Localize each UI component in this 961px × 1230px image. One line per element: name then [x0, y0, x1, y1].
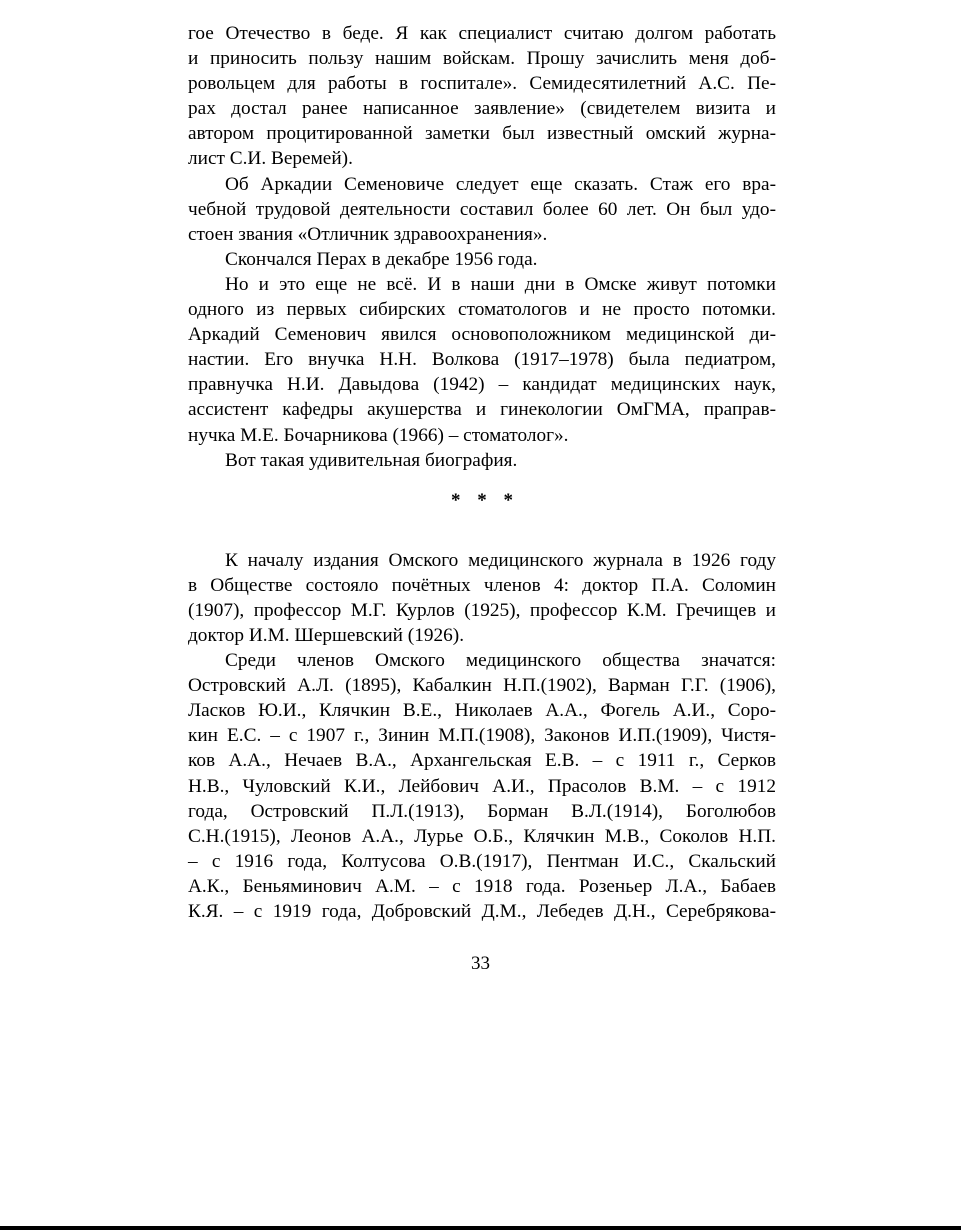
text-line: настии. Его внучка Н.Н. Волкова (1917–1978) была педиатром,: [188, 349, 776, 371]
paragraph: [188, 648, 776, 924]
text-line: С.Н.(1915), Леонов А.А., Лурье О.Б., Клячкин М.В., Соколов Н.П.: [188, 825, 776, 847]
text-line: Скончался Перах в декабре 1956 года.: [225, 248, 538, 270]
text-line: К.Я. – с 1919 года, Добровский Д.М., Лебедев Д.Н., Серебрякова-: [188, 901, 776, 922]
paragraph: [188, 172, 776, 247]
paragraph: [188, 247, 776, 272]
section-society-members: [188, 548, 776, 924]
text-line: года, Островский П.Л.(1913), Борман В.Л.(1914), Боголюбов: [188, 800, 776, 822]
text-line: гое Отечество в беде. Я как специалист считаю долгом работать: [188, 23, 776, 44]
page-number: 33: [471, 953, 490, 974]
text-line: – с 1916 года, Колтусова О.В.(1917), Пентман И.С., Скальский: [188, 850, 776, 872]
text-line: кин Е.С. – с 1907 г., Зинин М.П.(1908), Законов И.П.(1909), Чистя-: [188, 725, 776, 747]
text-line: правнучка Н.И. Давыдова (1942) – кандидат медицинских наук,: [188, 374, 776, 396]
text-line: нучка М.Е. Бочарникова (1966) – стоматолог».: [188, 424, 569, 446]
text-line: Н.В., Чуловский К.И., Лейбович А.И., Прасолов В.М. – с 1912: [188, 775, 776, 797]
text-line: Среди членов Омского медицинского общества значатся:: [225, 650, 776, 672]
text-line: Вот такая удивительная биография.: [225, 449, 518, 471]
text-line: автором процитированной заметки был известный омский журна-: [188, 123, 776, 145]
text-line: Ласков Ю.И., Клячкин В.Е., Николаев А.А., Фогель А.И., Соро-: [188, 700, 776, 722]
text-line: чебной трудовой деятельности составил более 60 лет. Он был удо-: [188, 198, 776, 220]
text-line: Островский А.Л. (1895), Кабалкин Н.П.(1902), Варман Г.Г. (1906),: [188, 675, 776, 697]
section-gap: [188, 515, 776, 548]
text-line: ассистент кафедры акушерства и гинекологии ОмГМА, праправ-: [188, 399, 776, 421]
paragraph: [188, 448, 776, 473]
text-line: Аркадий Семенович явился основоположником медицинской ди-: [188, 324, 776, 346]
text-line: рах достал ранее написанное заявление» (свидетелем визита и: [188, 98, 776, 120]
text-line: Но и это еще не всё. И в наши дни в Омске живут потомки: [225, 273, 776, 295]
text-line: в Обществе состояло почётных членов 4: доктор П.А. Соломин: [188, 574, 776, 596]
text-line: ков А.А., Нечаев В.А., Архангельская Е.В. – с 1911 г., Серков: [188, 750, 776, 772]
text-line: А.К., Беньяминович А.М. – с 1918 года. Розеньер Л.А., Бабаев: [188, 875, 776, 897]
scan-bottom-edge: [0, 1226, 961, 1230]
text-line: и приносить пользу нашим войскам. Прошу зачислить меня доб-: [188, 48, 776, 70]
paragraph: [188, 272, 776, 448]
paragraph: [188, 21, 776, 172]
section-separator: * * *: [451, 489, 519, 511]
text-line: одного из первых сибирских стоматологов и не просто потомки.: [188, 299, 776, 321]
text-line: стоен звания «Отличник здравоохранения».: [188, 223, 548, 245]
text-line: К началу издания Омского медицинского журнала в 1926 году: [225, 549, 776, 571]
book-page: [188, 21, 776, 924]
section-biography: [188, 21, 776, 473]
text-line: доктор И.М. Шершевский (1926).: [188, 624, 465, 646]
text-line: (1907), профессор М.Г. Курлов (1925), профессор К.М. Гречищев и: [188, 599, 776, 621]
paragraph: [188, 548, 776, 648]
text-line: лист С.И. Веремей).: [188, 148, 353, 170]
text-line: ровольцем для работы в госпитале». Семидесятилетний А.С. Пе-: [188, 73, 776, 95]
text-line: Об Аркадии Семеновиче следует еще сказать. Стаж его вра-: [225, 173, 776, 195]
